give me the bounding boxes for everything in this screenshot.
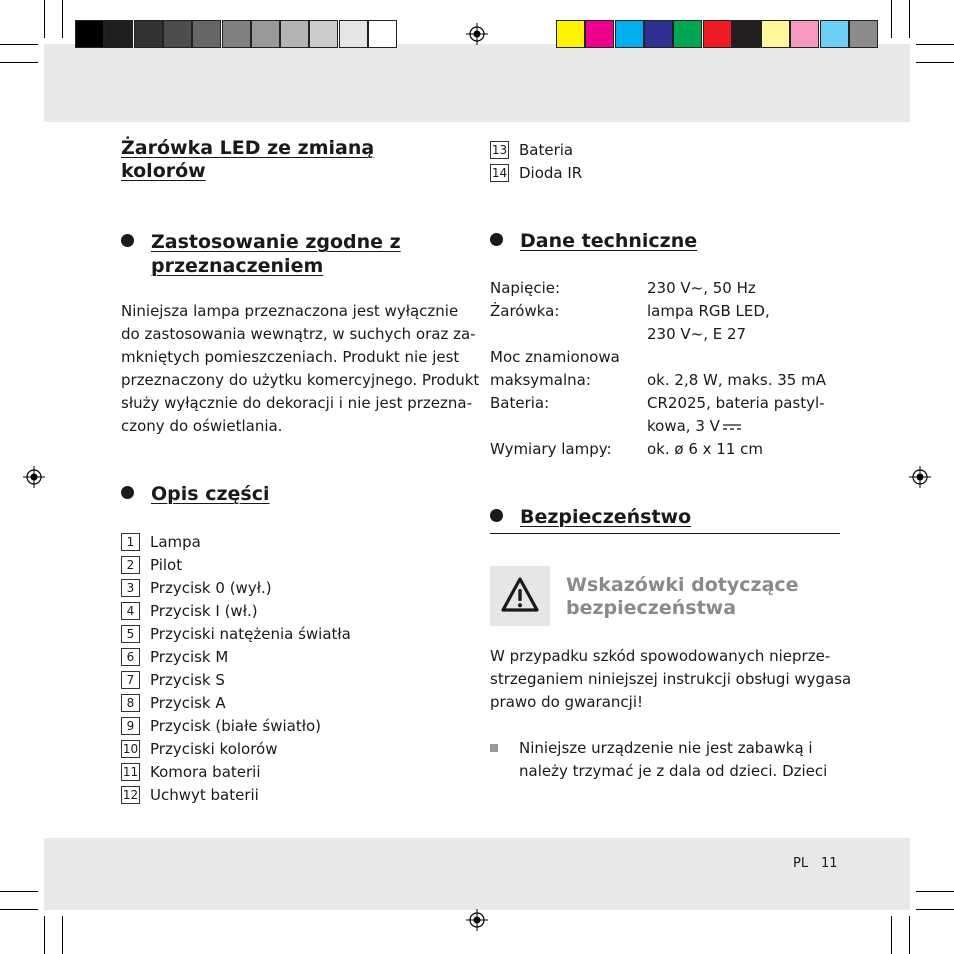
table-row: [490, 277, 850, 300]
text-line: Niniejsza lampa przeznaczona jest wyłącznie: [121, 302, 459, 320]
part-label: Przycisk (białe światło): [150, 716, 321, 735]
crop-mark: [0, 62, 38, 63]
bullet-dot-icon: [490, 233, 503, 246]
color-swatch: [703, 20, 732, 48]
table-row: [490, 300, 850, 323]
part-label: Lampa: [150, 532, 201, 551]
tech-key: Moc znamionowa: [490, 348, 620, 366]
part-label: Przycisk S: [150, 670, 225, 689]
bullet-dot-icon: [121, 234, 134, 247]
color-swatch: [192, 20, 221, 48]
section-heading-tech: [490, 229, 750, 255]
section-heading-text: Zastosowanie zgodne z: [151, 231, 401, 253]
warning-title-line: Wskazówki dotyczące: [566, 574, 799, 596]
part-number: 11: [122, 764, 139, 779]
section-heading-safety: [490, 505, 750, 531]
part-label: Pilot: [150, 555, 183, 574]
crop-mark: [916, 909, 954, 910]
tech-value: [647, 415, 742, 438]
warning-box: [490, 566, 550, 626]
color-swatch: [790, 20, 819, 48]
text-line: służy wyłącznie do dekoracji i nie jest przezna-: [121, 394, 472, 412]
tech-value: 230 V~, E 27: [647, 325, 747, 343]
tech-value: CR2025, bateria pastyl-: [647, 394, 825, 412]
text-line: mkniętych pomieszczeniach. Produkt nie jest: [121, 348, 460, 366]
part-number: 3: [121, 579, 140, 597]
safety-intro-text: [490, 645, 851, 714]
intended-use-text: [121, 300, 479, 438]
section-heading-text: Bezpieczeństwo: [520, 506, 692, 528]
color-swatch: [368, 20, 397, 48]
list-item: [121, 622, 351, 645]
tech-value-text: kowa, 3 V: [647, 417, 720, 435]
crop-mark: [916, 62, 954, 63]
registration-mark-icon: [909, 466, 931, 488]
warning-triangle-icon: [490, 566, 550, 626]
crop-mark: [0, 891, 38, 892]
crop-mark: [916, 891, 954, 892]
part-number: 7: [121, 671, 140, 689]
part-label: Przycisk 0 (wył.): [150, 578, 272, 597]
crop-mark: [891, 916, 892, 954]
square-bullet-icon: [490, 744, 498, 752]
table-row: [490, 438, 850, 461]
part-number: 6: [121, 648, 140, 666]
part-number: 8: [121, 694, 140, 712]
crop-mark: [62, 916, 63, 954]
section-heading-intended-use: [121, 230, 451, 280]
color-swatch: [280, 20, 309, 48]
color-swatch: [309, 20, 338, 48]
part-number: 4: [121, 602, 140, 620]
section-heading-text: Opis części: [151, 483, 270, 505]
page-number: 11: [821, 856, 838, 871]
page-title: [121, 137, 374, 183]
tech-key: maksymalna:: [490, 371, 591, 389]
table-row: [490, 369, 850, 392]
part-number: 2: [121, 556, 140, 574]
section-heading-parts: [121, 482, 321, 508]
part-number: 9: [121, 717, 140, 735]
part-number: 1: [121, 533, 140, 551]
color-swatch: [104, 20, 133, 48]
tech-key: Napięcie:: [490, 279, 561, 297]
text-line: czony do oświetlania.: [121, 417, 283, 435]
table-row: [490, 323, 850, 346]
part-label: Przycisk I (wł.): [150, 601, 258, 620]
parts-list-continued: [490, 138, 582, 184]
tech-data-table: [490, 277, 850, 461]
list-item: [121, 668, 351, 691]
bullet-dot-icon: [490, 509, 503, 522]
list-item: [121, 576, 351, 599]
list-item: [121, 530, 351, 553]
part-label: Przyciski kolorów: [150, 739, 278, 758]
list-item: [490, 138, 582, 161]
page-title-line: Żarówka LED ze zmianą: [121, 137, 375, 159]
header-band: [44, 44, 910, 122]
dc-current-symbol-icon: [722, 422, 742, 432]
warning-title: [566, 574, 799, 620]
tech-key: Żarówka:: [490, 302, 560, 320]
part-number: 14: [491, 165, 508, 180]
list-item: [121, 645, 351, 668]
parts-list: [121, 530, 351, 806]
registration-mark-icon: [466, 23, 488, 45]
crop-mark: [44, 0, 45, 38]
list-item: [121, 691, 351, 714]
list-item: [121, 599, 351, 622]
list-item: [490, 161, 582, 184]
tech-value: ok. 2,8 W, maks. 35 mA: [647, 371, 826, 389]
text-line: strzeganiem niniejszej instrukcji obsługi wygasa: [490, 670, 852, 688]
color-swatch: [644, 20, 673, 48]
section-heading-text: Dane techniczne: [520, 230, 698, 252]
list-item: [121, 737, 351, 760]
color-swatch: [761, 20, 790, 48]
text-line: Niniejsze urządzenie nie jest zabawką i: [519, 739, 813, 757]
footer-band: [44, 838, 910, 910]
tech-value: lampa RGB LED,: [647, 302, 770, 320]
part-label: Przycisk M: [150, 647, 229, 666]
text-line: prawo do gwarancji!: [490, 693, 644, 711]
registration-mark-icon: [23, 466, 45, 488]
color-swatch: [75, 20, 104, 48]
list-item: [121, 714, 351, 737]
text-line: przeznaczony do użytku komercyjnego. Produkt: [121, 371, 480, 389]
part-number: 5: [121, 625, 140, 643]
table-row: [490, 392, 850, 415]
color-swatch: [673, 20, 702, 48]
color-swatch: [849, 20, 878, 48]
crop-mark: [62, 0, 63, 38]
list-item: [121, 783, 351, 806]
part-label: Komora baterii: [150, 762, 261, 781]
color-swatch: [222, 20, 251, 48]
safety-bullet-text: [519, 737, 827, 783]
part-label: Przycisk A: [150, 693, 226, 712]
tech-key: Wymiary lampy:: [490, 440, 612, 458]
crop-mark: [916, 44, 954, 45]
text-line: należy trzymać je z dala od dzieci. Dzieci: [519, 762, 828, 780]
color-swatch: [134, 20, 163, 48]
warning-title-line: bezpieczeństwa: [566, 597, 737, 619]
color-swatch: [615, 20, 644, 48]
crop-mark: [0, 44, 38, 45]
color-swatch: [820, 20, 849, 48]
page-title-line: kolorów: [121, 160, 206, 182]
crop-mark: [0, 909, 38, 910]
crop-mark: [909, 916, 910, 954]
crop-mark: [909, 0, 910, 38]
crop-mark: [44, 916, 45, 954]
tech-value: ok. ø 6 x 11 cm: [647, 440, 764, 458]
part-number: 12: [122, 787, 139, 802]
color-swatch: [163, 20, 192, 48]
table-row: [490, 346, 850, 369]
language-code: PL: [793, 856, 809, 871]
text-line: do zastosowania wewnątrz, w suchych oraz za-: [121, 325, 476, 343]
safety-heading-rule: [490, 533, 840, 534]
part-label: Dioda IR: [519, 163, 583, 182]
part-label: Uchwyt baterii: [150, 785, 259, 804]
part-number: 13: [491, 142, 508, 157]
list-item: [121, 760, 351, 783]
text-line: W przypadku szkód spowodowanych nieprze-: [490, 647, 831, 665]
registration-mark-icon: [466, 909, 488, 931]
color-swatch: [339, 20, 368, 48]
crop-mark: [891, 0, 892, 38]
tech-value: 230 V~, 50 Hz: [647, 279, 756, 297]
part-label: Przyciski natężenia światła: [150, 624, 351, 643]
color-swatch: [585, 20, 614, 48]
table-row: [490, 415, 850, 438]
bullet-dot-icon: [121, 486, 134, 499]
color-swatch: [251, 20, 280, 48]
part-label: Bateria: [519, 140, 574, 159]
tech-key: Bateria:: [490, 394, 550, 412]
color-swatch: [732, 20, 761, 48]
section-heading-text: przeznaczeniem: [151, 255, 324, 277]
part-number: 10: [122, 741, 139, 756]
list-item: [121, 553, 351, 576]
color-swatch: [556, 20, 585, 48]
